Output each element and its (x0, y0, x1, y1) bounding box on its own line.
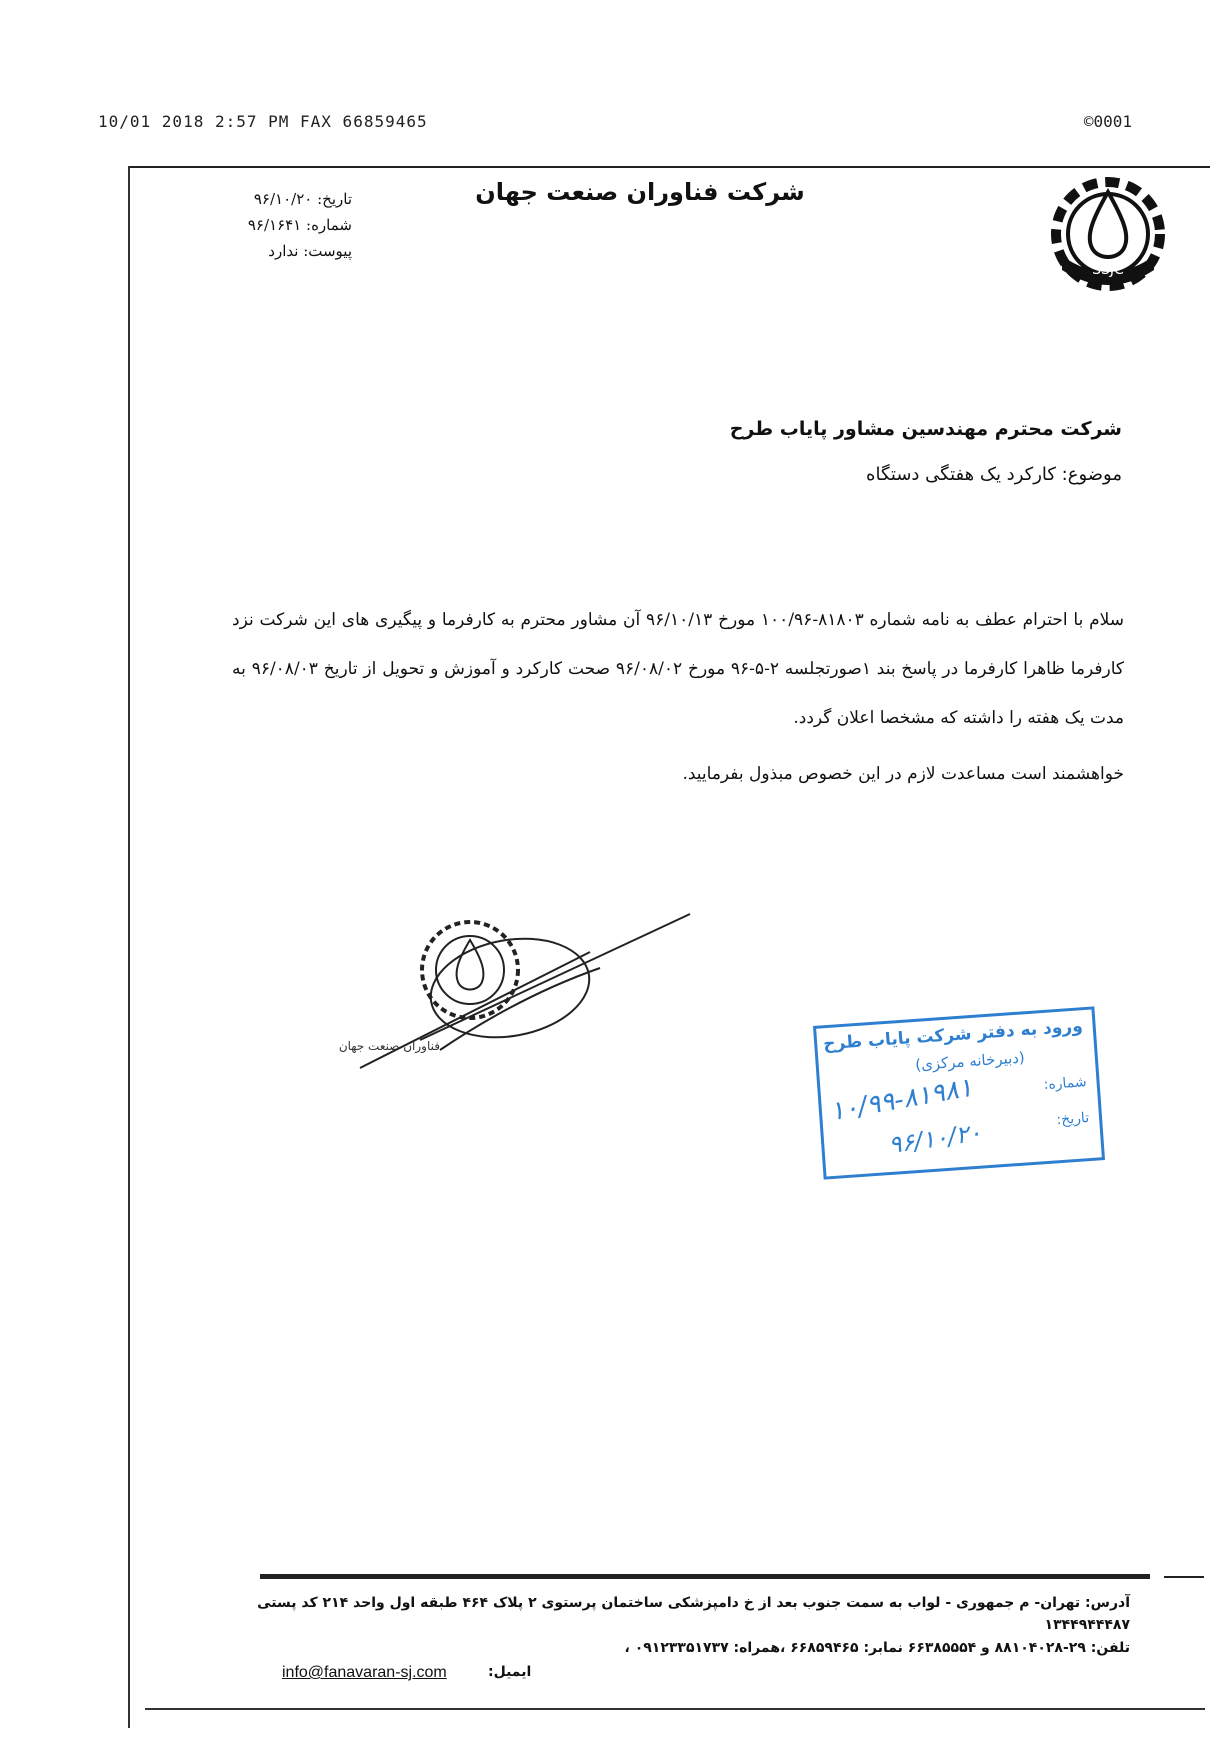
fax-transmission-line: 10/01 2018 2:57 PM FAX 66859465 (98, 112, 428, 131)
company-name: شرکت فناوران صنعت جهان (475, 178, 805, 206)
footer-contact: تلفن: ۲۹-۸۸۱۰۴۰۲۸ و ۶۶۳۸۵۵۵۴ نمابر: ۶۶۸۵۹۴۶۵ ،همراه: ۰۹۱۲۳۳۵۱۷۳۷ ، (624, 1640, 1130, 1656)
stamp-date-label: تاریخ: (1056, 1110, 1090, 1129)
recipient: شرکت محترم مهندسین مشاور پایاب طرح (729, 418, 1122, 440)
stamp-subtitle: (دبیرخانه مرکزی) (914, 1048, 1026, 1074)
received-stamp (813, 1006, 1105, 1179)
footer-address: آدرس: تهران- م جمهوری - لواب به سمت جنوب بعد از خ دامپزشکی ساختمان پرستوی ۲ پلاک ۴۶۴ طبقه اول واحد ۲۱۴ کد پستی ۱۳۴۴۹۴۴۴۸۷ (257, 1595, 1130, 1633)
footer-email-link[interactable]: info@fanavaran-sj.com (282, 1664, 447, 1681)
footer-email-label: ایمیل: (488, 1664, 532, 1680)
bottom-rule (145, 1708, 1205, 1710)
letter-number: شماره: ۹۶/۱۶۴۱ (247, 216, 352, 234)
svg-text:فناوران صنعت جهان: فناوران صنعت جهان (338, 1039, 440, 1053)
company-logo-icon (1022, 160, 1204, 310)
svg-text:SSJC: SSJC (1092, 262, 1124, 278)
stamp-number-value: ۱۰/۹۹-۸۱۹۸۱ (827, 1072, 975, 1128)
letter-body (232, 596, 1124, 743)
letter-attachment: پیوست: ندارد (268, 242, 352, 260)
fax-page-number: ©0001 (1083, 112, 1132, 131)
closing-line: خواهشمند است مساعدت لازم در این خصوص مبذول بفرمایید. (682, 764, 1124, 784)
letter-date: تاریخ: ۹۶/۱۰/۲۰ (253, 190, 352, 208)
body-paragraph: سلام با احترام عطف به نامه شماره ۸۱۸۰۳-۱۰۰/۹۶ مورخ ۹۶/۱۰/۱۳ آن مشاور محترم به کارفرما و پیگیری های این شرکت نزد کارفرما ظاهرا کارفرما در پاسخ بند ۱صورتجلسه ۲-۵-۹۶ مورخ ۹۶/۰۸/۰۲ صحت کارکرد و آموزش و تحویل از تاریخ ۹۶/۰۸/۰۳ به مدت یک هفته را داشته که مشخصا اعلان گردد. (232, 610, 1124, 728)
stamp-number-label: شماره: (1043, 1074, 1088, 1094)
stamp-date-value: ۹۶/۱۰/۲۰ (886, 1118, 984, 1160)
footer-divider-end (1164, 1576, 1204, 1578)
fax-header (98, 112, 1132, 136)
stamp-title: ورود به دفتر شرکت پایاب طرح (822, 1016, 1084, 1055)
letter-meta (212, 186, 352, 264)
subject: موضوع: کارکرد یک هفتگی دستگاه (866, 464, 1122, 485)
footer-divider (260, 1574, 1150, 1579)
signature-seal (338, 900, 740, 1100)
